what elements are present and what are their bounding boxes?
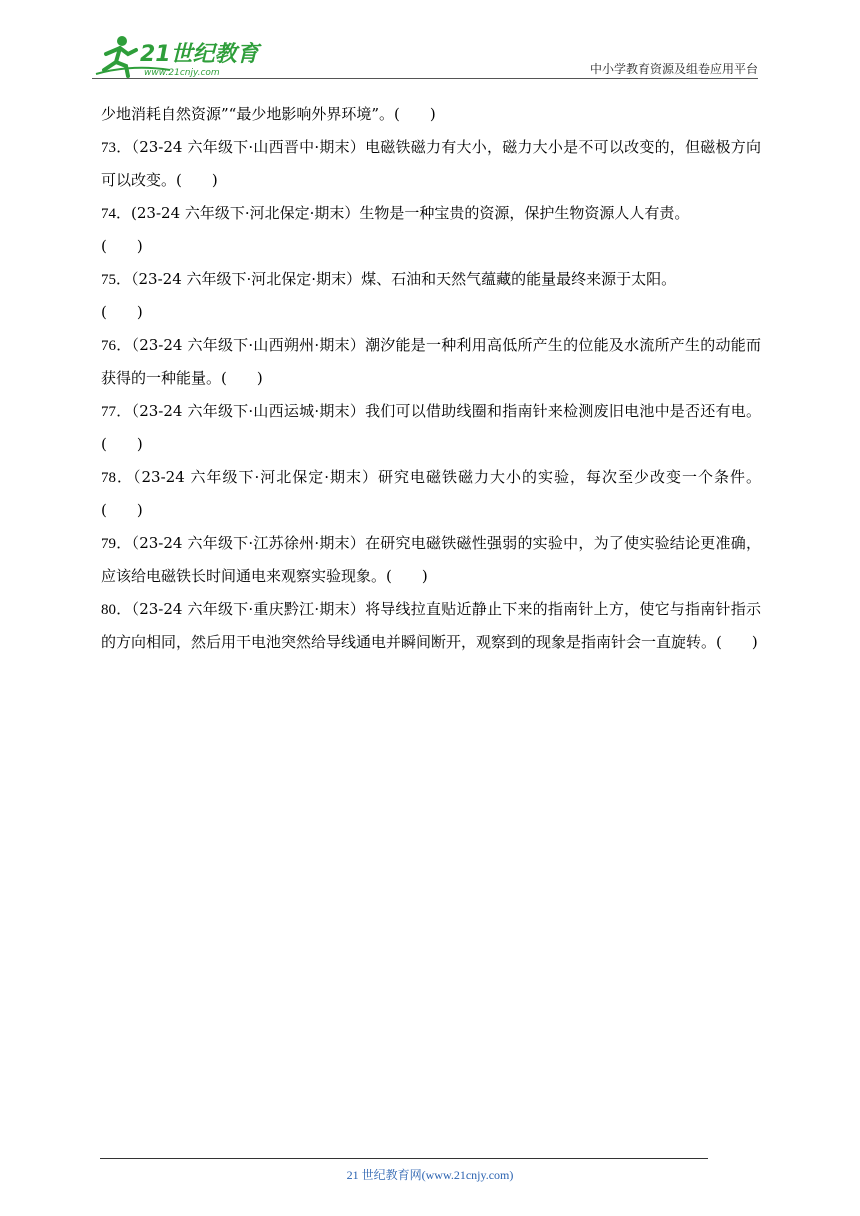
question-80: 80．（23-24 六年级下·重庆黔江·期末）将导线拉直贴近静止下来的指南针上方，使它与指南针指示的方向相同，然后用干电池突然给导线通电并瞬间断开，观察到的现象是指南针会一直旋转。( ) [101,600,761,651]
question-text: （23-24 六年级下·河北保定·期末）研究电磁铁磁力大小的实验，每次至少改变一个条件。( [101,468,761,519]
site-logo [92,34,262,80]
question-text: （23-24 六年级下·河北保定·期末）煤、石油和天然气蕴藏的能量最终来源于太阳。 [131,270,677,288]
answer-blank [182,173,212,189]
question-number: 75． [101,272,132,288]
platform-title: 中小学教育资源及组卷应用平台 [589,62,758,76]
question-continuation: 少地消耗自然资源”“最少地影响外界环境”。( ) [101,105,436,123]
footer-divider [100,1158,708,1159]
question-list [101,98,761,659]
question-text: （23-24 六年级下·山西朔州·期末）潮汐能是一种利用高低所产生的位能及水流所产生的动能而获得的一种能量。( [101,336,761,387]
header-divider [92,78,758,79]
question-number: 77． [101,404,132,420]
runner-logo-icon [92,34,262,80]
answer-blank [107,305,137,321]
svg-text:www.21cnjy.com: www.21cnjy.com [144,68,220,78]
question-text: (23-24 六年级下·河北保定·期末）生物是一种宝贵的资源，保护生物资源人人有责。 [131,204,690,222]
question-73: 73．（23-24 六年级下·山西晋中·期末）电磁铁磁力有大小，磁力大小是不可以改变的，但磁极方向可以改变。( ) [101,138,761,189]
answer-blank [227,371,257,387]
answer-blank [392,569,422,585]
question-77: 77．（23-24 六年级下·山西运城·期末）我们可以借助线圈和指南针来检测废旧电池中是否还有电。( ) [101,402,761,453]
question-76: 76．（23-24 六年级下·山西朔州·期末）潮汐能是一种利用高低所产生的位能及水流所产生的动能而获得的一种能量。( ) [101,336,761,387]
question-number: 76． [101,338,132,354]
footer-link[interactable]: 21 世纪教育网(www.21cnjy.com) [346,1168,514,1182]
question-78: 78．（23-24 六年级下·河北保定·期末）研究电磁铁磁力大小的实验，每次至少改变一个条件。( ) [101,468,761,519]
question-79: 79．（23-24 六年级下·江苏徐州·期末）在研究电磁铁磁性强弱的实验中，为了使实验结论更准确，应该给电磁铁长时间通电来观察实验现象。( ) [101,534,761,585]
question-75: 75．（23-24 六年级下·河北保定·期末）煤、石油和天然气蕴藏的能量最终来源于太阳。 ( ) [101,270,677,321]
svg-text:21世纪教育: 21世纪教育 [140,42,259,67]
answer-blank [107,437,137,453]
question-number: 79． [101,536,132,552]
question-number: 73． [101,140,132,156]
answer-blank [107,503,137,519]
answer-blank [107,239,137,255]
question-text: （23-24 六年级下·山西运城·期末）我们可以借助线圈和指南针来检测废旧电池中是否还有电。( [101,402,761,453]
question-text: 少地消耗自然资源”“最少地影响外界环境”。( [101,105,400,123]
question-text: （23-24 六年级下·江苏徐州·期末）在研究电磁铁磁性强弱的实验中，为了使实验结论更准确，应该给电磁铁长时间通电来观察实验现象。( [101,534,761,585]
question-74: 74．(23-24 六年级下·河北保定·期末）生物是一种宝贵的资源，保护生物资源人人有责。 ( ) [101,204,690,255]
answer-blank [400,107,430,123]
question-number: 74． [101,206,132,222]
question-number: 78． [101,470,133,486]
question-number: 80． [101,602,132,618]
question-text: （23-24 六年级下·重庆黔江·期末）将导线拉直贴近静止下来的指南针上方，使它与指南针指示的方向相同，然后用干电池突然给导线通电并瞬间断开，观察到的现象是指南针会一直旋转。( [101,600,761,651]
page-header [92,30,758,82]
question-text: （23-24 六年级下·山西晋中·期末）电磁铁磁力有大小，磁力大小是不可以改变的，但磁极方向可以改变。( [101,138,761,189]
answer-blank [722,635,752,651]
